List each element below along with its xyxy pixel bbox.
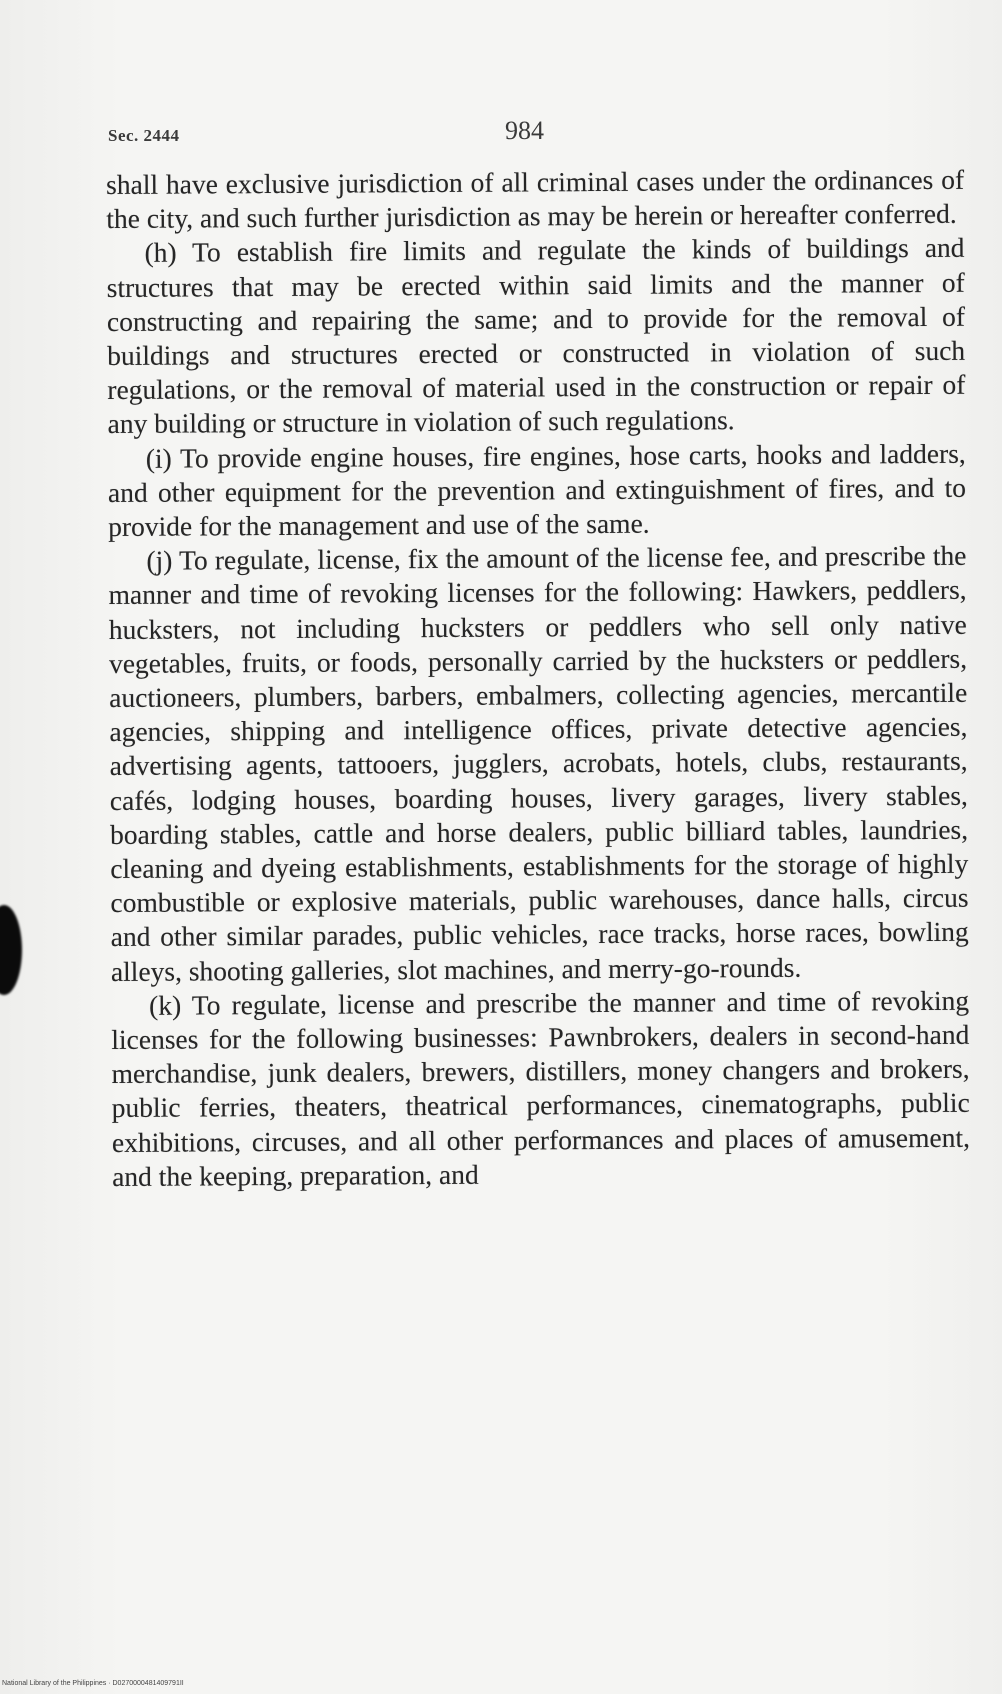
section-number: Sec. 2444 [108, 126, 180, 145]
paragraph-continuation: shall have exclusive jurisdiction of all criminal cases under the ordinances of the city, and such further jurisdiction as may be herein or hereafter conferred. [106, 163, 965, 235]
paragraph-h: (h) To establish fire limits and regulate the kinds of buildings and structures that may be erected within said limits and the manner of constructing and repairing the same; and to provide for the removal of buildings and structures erected or constructed in violation of such regulations, or the removal of material used in the construction or repair of any building or structure in violation of such regulations. [106, 232, 966, 440]
paragraph-j: (j) To regulate, license, fix the amount of the license fee, and prescribe the manner and time of revoking licenses for the following: Hawkers, peddlers, hucksters, not including hucksters or peddlers who sell only native vegetables, fruits, or foods, personally carried by the hucksters or peddlers, auctioneers, plumbers, barbers, embalmers, collecting agencies, mercantile agencies, shipping and intelligence offices, private detective agencies, advertising agents, tattooers, jugglers, acrobats, hotels, clubs, restaurants, cafés, lodging houses, boarding houses, livery garages, livery stables, boarding stables, cattle and horse dealers, public billiard tables, laundries, cleaning and dyeing establishments, establishments for the storage of highly combustible or explosive materials, public warehouses, dance halls, circus and other similar parades, public vehicles, race tracks, horse races, bowling alleys, shooting galleries, slot machines, and merry-go-rounds. [108, 539, 969, 987]
scan-edge-blot [0, 905, 22, 995]
paragraph-i: (i) To provide engine houses, fire engines, hose carts, hooks and ladders, and other equipment for the prevention and extinguishment of fires, and to provide for the management and use of the same. [107, 437, 967, 543]
scan-footer-label: National Library of the Philippines · D0270000481409791II [2, 1680, 184, 1687]
page-number: 984 [505, 116, 544, 145]
body-text [106, 163, 970, 1194]
paragraph-k: (k) To regulate, license and prescribe the manner and time of revoking licenses for the following businesses: Pawnbrokers, dealers in second-hand merchandise, junk dealers, brewers, distillers, money changers and brokers, public ferries, theaters, theatrical performances, cinematographs, public exhibitions, circuses, and all other performances and places of amusement, and the keeping, preparation, and [111, 984, 971, 1192]
